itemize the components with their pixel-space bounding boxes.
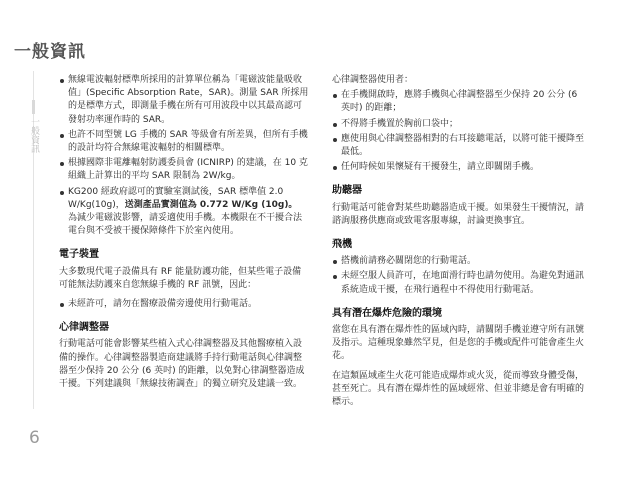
explosive-paragraph-2: 在這類區域產生火花可能造成爆炸或火災，從而導致身體受傷，甚至死亡。具有潛在爆炸性的區域經常、但並非總是會有明確的標示。 (332, 370, 585, 408)
side-tab-marker (32, 100, 35, 114)
hearing-aids-paragraph: 行動電話可能會對某些助聽器造成干擾。如果發生干擾情況，請諮詢服務供應商或致電客服專線，討論更換事宜。 (332, 202, 585, 226)
sar-measured-value: 送測產品實測值為 0.772 W/Kg (10g)。 (124, 199, 298, 210)
section-heading-explosive: 具有潛在爆炸危險的環境 (332, 307, 442, 319)
list-item: 在手機開啟時，應將手機與心律調整器至少保持 20 公分 (6 英吋) 的距離； (332, 89, 588, 115)
list-item: 未經許可，請勿在醫療設備旁邊使用行動電話。 (59, 298, 310, 311)
list-item: 應使用與心律調整器相對的右耳接聽電話，以將可能干擾降至最低。 (332, 133, 588, 159)
left-column (59, 74, 310, 397)
section-heading-electronics: 電子裝置 (59, 249, 99, 261)
sar-text: KG200 經政府認可的實驗室測試後，SAR 標準值 2.0 W/Kg(10g)， (68, 186, 284, 210)
list-item: 任何時候如果懷疑有干擾發生，請立即關閉手機。 (332, 161, 588, 174)
list-item: 未經空服人員許可，在地面滑行時也請勿使用。為避免對通訊系統造成干擾，在飛行過程中不得使用行動電話。 (332, 270, 588, 296)
page-title: 一般資訊 (14, 42, 86, 62)
list-item: 搭機前請務必關閉您的行動電話。 (332, 255, 588, 268)
electronics-paragraph: 大多數現代電子設備具有 RF 能量防護功能，但某些電子設備可能無法防護來自您無線手機的 RF 訊號，因此： (59, 266, 302, 290)
page-number: 6 (29, 428, 40, 448)
section-heading-hearing-aids: 助聽器 (332, 185, 362, 197)
list-item: 無線電波輻射標準所採用的計算單位稱為「電磁波能量吸收值」(Specific Absorption Rate，SAR)。測量 SAR 所採用的是標準方式，即測量手機在所有可用波段中以其最高認可發射功率運作時的 SAR。 (59, 74, 310, 127)
section-heading-aircraft: 飛機 (332, 239, 352, 251)
explosive-paragraph-1: 當您在具有潛在爆炸性的區域內時，請關閉手機並遵守所有訊號及指示。這種現象雖然罕見，但是您的手機或配件可能會產生火花。 (332, 325, 585, 362)
section-heading-pacemaker: 心律調整器 (59, 322, 109, 334)
side-tab-label: 一般資訊 (29, 117, 39, 153)
right-column (332, 74, 588, 415)
list-item: 不得將手機置於胸前口袋中； (332, 118, 588, 131)
pacemaker-paragraph: 行動電話可能會影響某些植入式心律調整器及其他醫療植入設備的操作。心律調整器製造商建議將手持行動電話與心律調整器至少保持 20 公分 (6 英吋) 的距離，以免對心律調整器造成干擾。下列建議與「無線技術調查」的獨立研究及建議一致。 (59, 339, 305, 390)
list-item-sar-value (59, 186, 310, 239)
list-item: 根據國際非電離輻射防護委員會 (ICNIRP) 的建議，在 10 克組織上計算出的平均 SAR 限制為 2W/kg。 (59, 157, 310, 183)
list-item: 也許不同型號 LG 手機的 SAR 等級會有所差異，但所有手機的設計均符合無線電波輻射的相關標準。 (59, 129, 310, 155)
sar-note: 為減少電磁波影響，請妥適使用手機。本機限在不干擾合法電台與不受被干擾保障條件下於室內使用。 (68, 213, 303, 237)
pacemaker-users-intro: 心律調整器使用者： (332, 75, 414, 85)
